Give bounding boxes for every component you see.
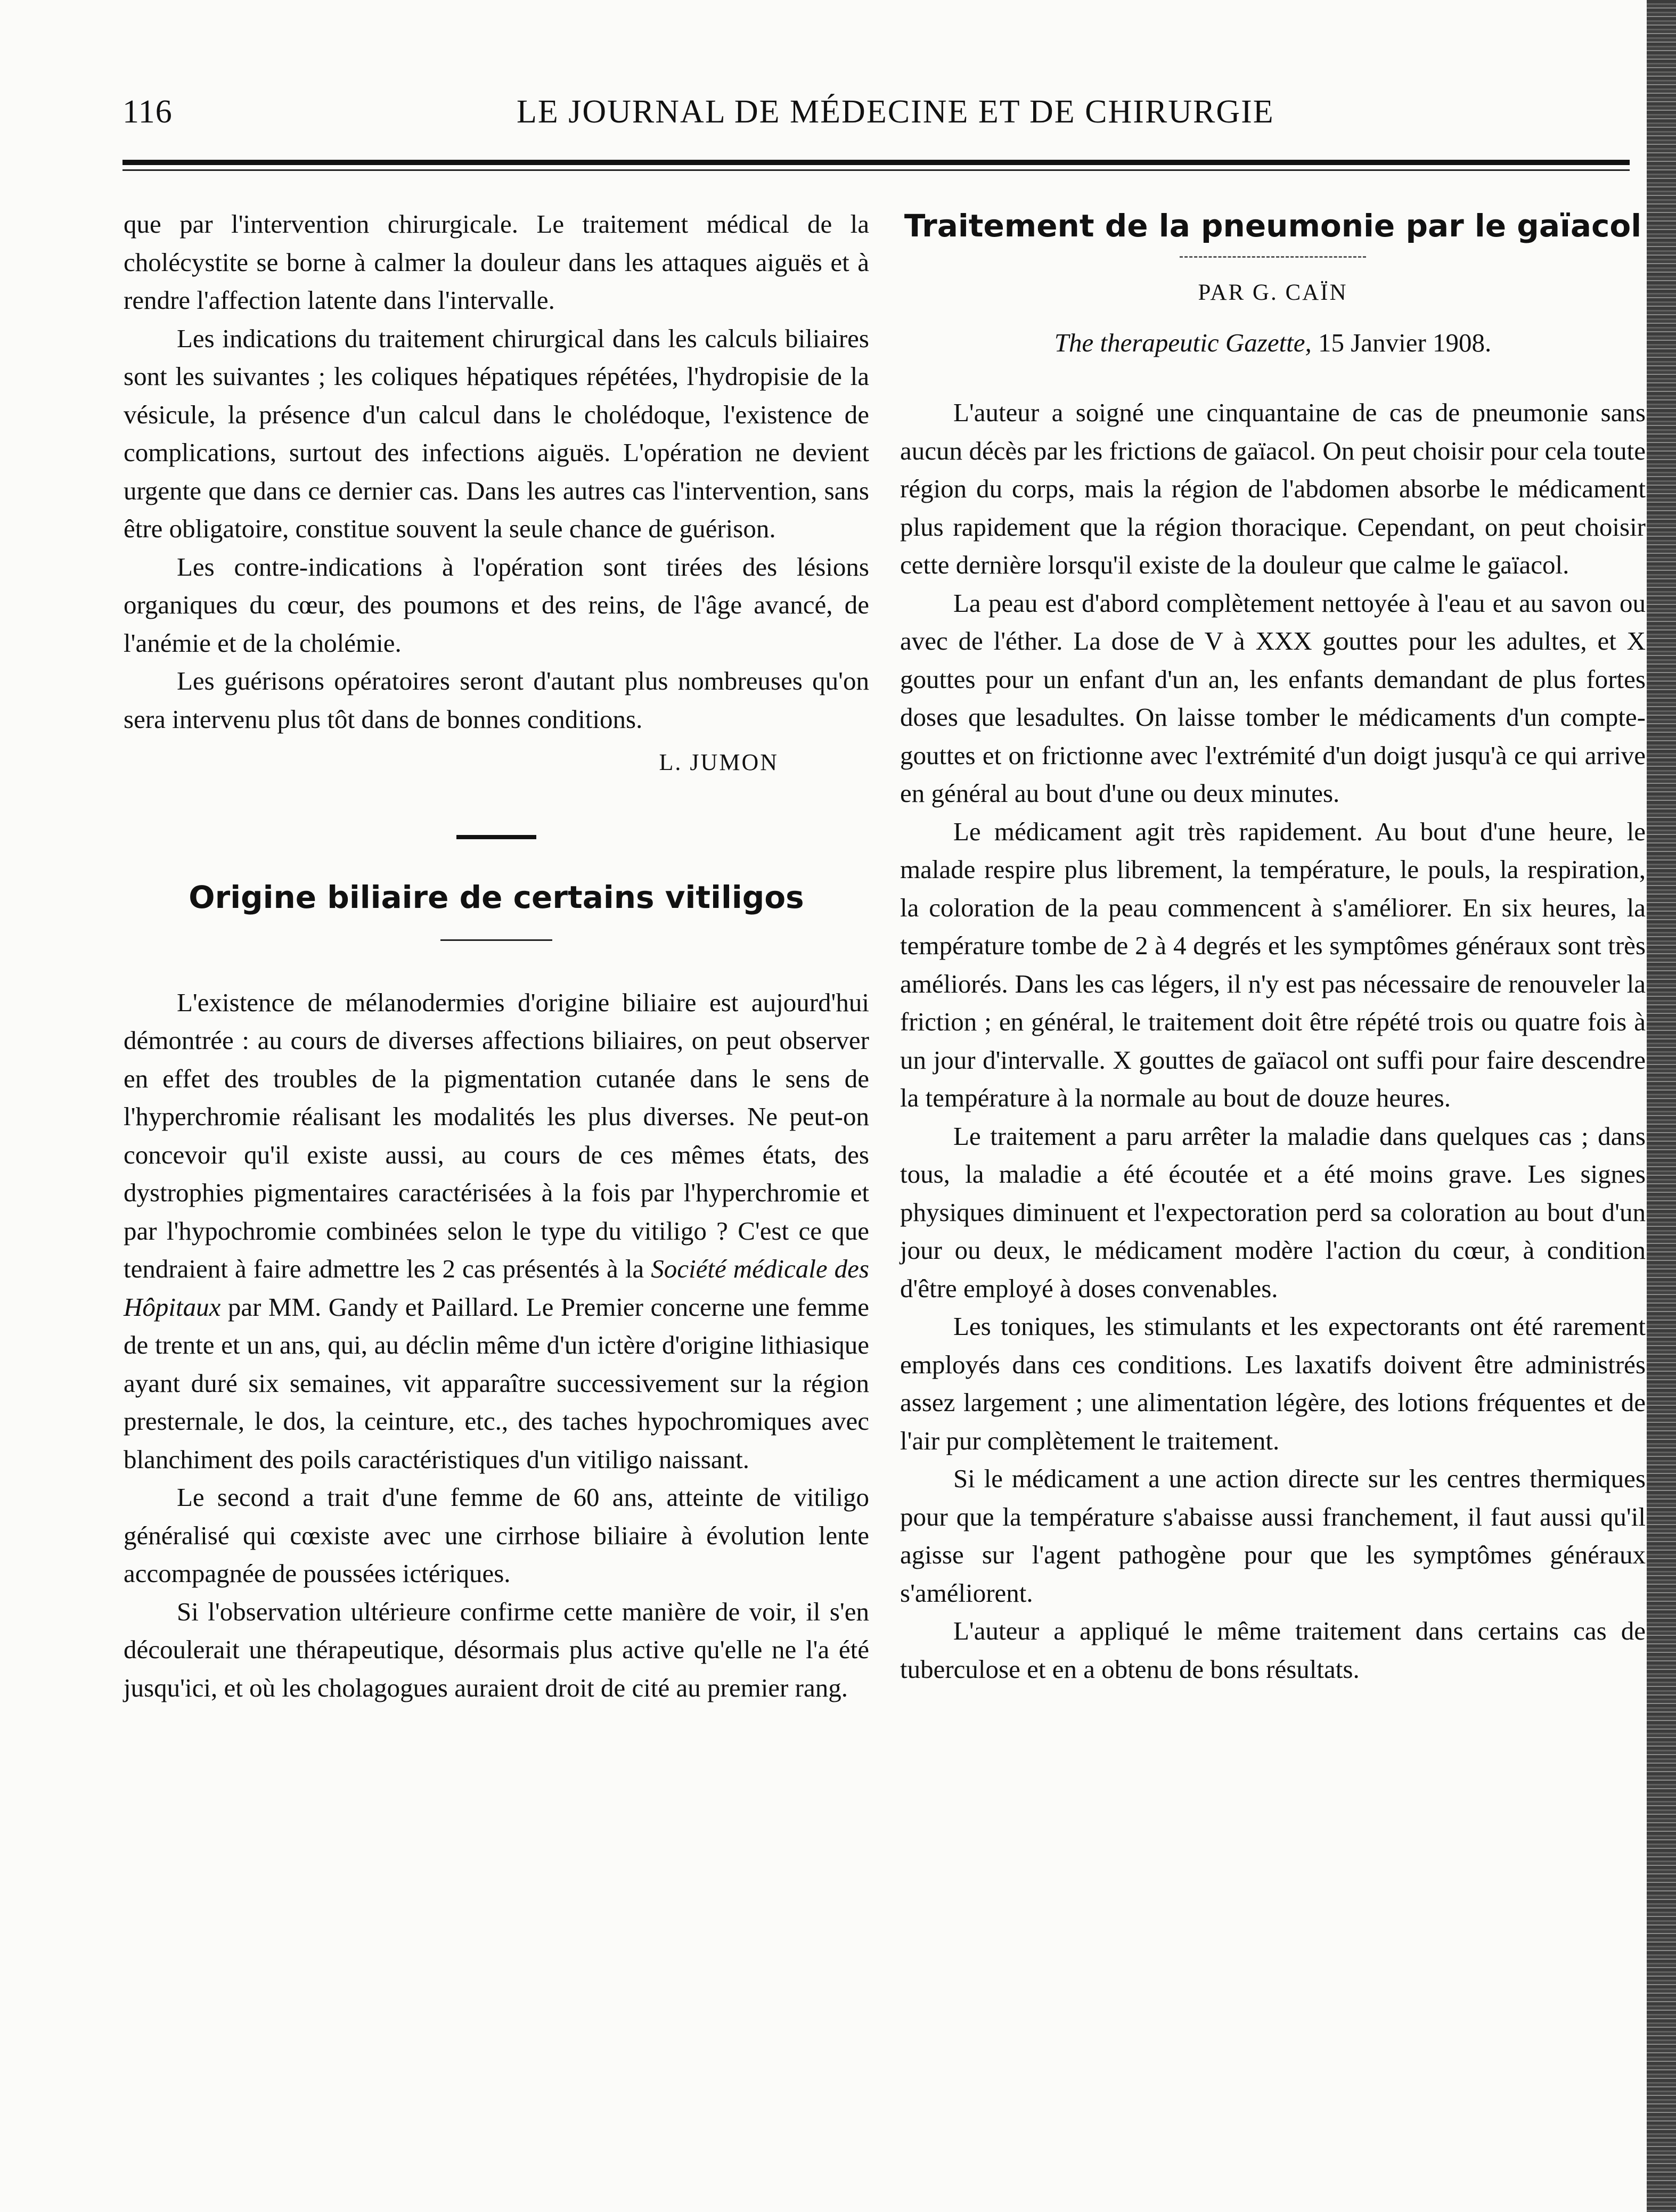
section-separator: [456, 835, 536, 839]
left-column: [124, 205, 869, 1707]
vitiligo-p1-text-b: par MM. Gandy et Paillard. Le Premier concerne une femme de trente et un ans, qui, au déclin même d'un ictère d'origine lithiasique ayant duré six semaines, vit apparaître successivement sur la région presternale, le dos, la ceinture, etc., des taches hypochromiques avec blanchiment des poils caractéristiques d'un vitiligo naissant.: [124, 1292, 869, 1474]
pneumonie-paragraph-6: Si le médicament a une action directe sur les centres thermiques pour que la température s'abaisse aussi franchement, il faut aussi qu'il agisse sur l'agent pathogène pour que les symptômes généraux s'améliorent.: [900, 1464, 1646, 1608]
vitiligo-paragraph-1: [124, 984, 869, 1479]
vitiligo-title-rule: [440, 939, 552, 941]
page-header: [122, 93, 1630, 146]
source-journal: The therapeutic Gazette,: [1054, 327, 1312, 357]
pneumonie-paragraph-7: L'auteur a appliqué le même traitement dans certains cas de tuberculose et en a obtenu de bons résultats.: [900, 1616, 1646, 1684]
source-date: 15 Janvier 1908.: [1311, 327, 1492, 357]
scan-edge: [1647, 0, 1676, 2212]
pneumonie-paragraph-1: L'auteur a soigné une cinquantaine de cas de pneumonie sans aucun décès par les frictions de gaïacol. On peut choisir pour cela toute région du corps, mais la région de l'abdomen absorbe le médicament plus rapidement que la région thoracique. Cependant, on peut choisir cette dernière lorsqu'il existe de la douleur que calme le gaïacol.: [900, 398, 1646, 579]
vitiligo-paragraph-2: Le second a trait d'une femme de 60 ans, atteinte de vitiligo généralisé qui cœxiste avec une cirrhose biliaire à évolution lente accompagnée de poussées ictériques.: [124, 1482, 869, 1588]
header-rule-thin: [122, 169, 1630, 171]
right-column: [900, 205, 1646, 1688]
pneumonie-paragraph-4: Le traitement a paru arrêter la maladie dans quelques cas ; dans tous, la maladie a été écoutée et a été moins grave. Les signes physiques diminuent et l'expectoration perd sa coloration au bout d'un jour ou deux, le médicament modère l'action du cœur, à condition d'être employé à doses convenables.: [900, 1121, 1646, 1303]
pneumonie-paragraph-2: La peau est d'abord complètement nettoyée à l'eau et au savon ou avec de l'éther. La dose de V à XXX gouttes pour les adultes, et X gouttes pour un enfant d'un an, les enfants demandant de plus fortes doses que lesadultes. On laisse tomber le médicaments d'un compte-gouttes et on frictionne avec l'extrémité d'un doigt jusqu'à ce qui arrive en général au bout d'une ou deux minutes.: [900, 588, 1646, 808]
vitiligo-article-title: Origine biliaire de certains vitiligos: [189, 879, 804, 915]
article-source: [900, 324, 1646, 362]
article-byline: PAR G. CAÏN: [1198, 280, 1348, 305]
left-paragraph-2: Les indications du traitement chirurgical dans les calculs biliaires sont les suivantes ; les coliques hépatiques répétées, l'hydropisie de la vésicule, la présence d'un calcul dans le cholédoque, l'existence de complications, surtout des infections aiguës. L'opération ne devient urgente que dans ce dernier cas. Dans les autres cas l'intervention, sans être obligatoire, constitue souvent la seule chance de guérison.: [124, 323, 869, 543]
header-rule-thick: [122, 160, 1630, 165]
vitiligo-p1-text-a: L'existence de mélanodermies d'origine biliaire est aujourd'hui démontrée : au cours de diverses affections biliaires, on peut observer en effet des troubles de la pigmentation cutanée dans le sens de l'hyperchromie réalisant les modalités les plus diverses. Ne peut-on concevoir qu'il existe aussi, au cours de ces mêmes états, des dystrophies pigmentaires caractérisées à la fois par l'hyperchromie et par l'hypochromie combinées selon le type du vitiligo ? C'est ce que tendraient à faire admettre les 2 cas présentés à la: [124, 987, 869, 1283]
vitiligo-paragraph-3: Si l'observation ultérieure confirme cette manière de voir, il s'en découlerait une thérapeutique, désormais plus active qu'elle ne l'a été jusqu'ici, et où les cholagogues auraient droit de cité au premier rang.: [124, 1596, 869, 1702]
pneumonie-paragraph-3: Le médicament agit très rapidement. Au bout d'une heure, le malade respire plus librement, la température, le pouls, la respiration, la coloration de la peau commencent à s'améliorer. En six heures, la température tombe de 2 à 4 degrés et les symptômes généraux sont très améliorés. Dans les cas légers, il n'y est pas nécessaire de renouveler la friction ; en général, le traitement doit être répété trois ou quatre fois à un jour d'intervalle. X gouttes de gaïacol ont suffi pour faire descendre la température à la normale au bout de douze heures.: [900, 816, 1646, 1112]
pneumonie-title-rule: [1180, 256, 1366, 258]
vitiligo-p1-society: Société médicale des Hôpitaux: [124, 1254, 869, 1322]
left-paragraph-1: que par l'intervention chirurgicale. Le traitement médical de la cholécystite se borne à calmer la douleur dans les attaques aiguës et à rendre l'affection latente dans l'intervalle.: [124, 209, 869, 315]
pneumonie-article-title: Traitement de la pneumonie par le gaïacol: [904, 208, 1642, 244]
running-title: LE JOURNAL DE MÉDECINE ET DE CHIRURGIE: [517, 94, 1274, 130]
pneumonie-paragraph-5: Les toniques, les stimulants et les expectorants ont été rarement employés dans ces conditions. Les laxatifs doivent être administrés assez largement ; une alimentation légère, des lotions fréquentes et de l'air pur complètement le traitement.: [900, 1312, 1646, 1455]
left-paragraph-4: Les guérisons opératoires seront d'autant plus nombreuses qu'on sera intervenu plus tôt dans de bonnes conditions.: [124, 666, 869, 734]
page-number: 116: [122, 94, 173, 130]
left-paragraph-3: Les contre-indications à l'opération sont tirées des lésions organiques du cœur, des poumons et des reins, de l'âge avancé, de l'anémie et de la cholémie.: [124, 552, 869, 658]
author-signature: L. JUMON: [659, 749, 779, 775]
